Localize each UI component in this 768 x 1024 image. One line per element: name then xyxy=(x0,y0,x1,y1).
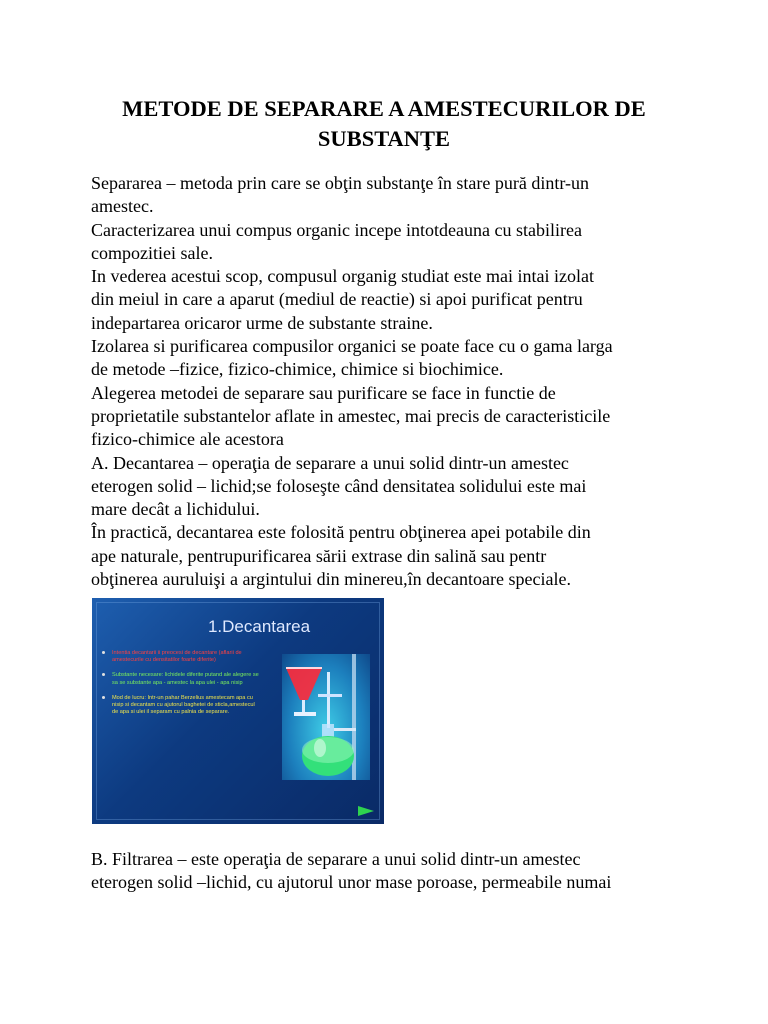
text-line: Caracterizarea unui compus organic incepe intotdeauna cu stabilirea xyxy=(91,219,582,240)
text-line: obţinerea auruluişi a argintului din minereu,în decantoare speciale. xyxy=(91,569,571,590)
slide-bullet-text: Mod de lucru: Intr-un pahar Berzelius amestecam apa cu nisip si decantam cu ajutorul baghetei de sticla,amestecul de apa si ulei il separam cu palnia de separare. xyxy=(112,694,255,716)
text-line: eterogen solid –lichid, cu ajutorul unor mase poroase, permeabile numai xyxy=(91,872,612,893)
text-line: Izolarea si purificarea compusilor organici se poate face cu o gama larga xyxy=(91,336,613,357)
bullet-dot-icon xyxy=(102,696,105,699)
text-line: eterogen solid – lichid;se foloseşte când densitatea solidului este mai xyxy=(91,475,587,496)
text-line: indepartarea oricaror urme de substante straine. xyxy=(91,312,433,333)
text-line: Separarea – metoda prin care se obţin substanţe în stare pură dintr-un xyxy=(91,173,589,193)
body-text-continued xyxy=(91,848,681,895)
slide-bullet-text: Substante necesare: lichidele diferite putand ale alegere se sa se substante apa - amestec la apa ulei - apa nisip xyxy=(112,672,259,686)
text-line: Alegerea metodei de separare sau purificare se face in functie de xyxy=(91,382,556,403)
text-line: mare decât a lichidului. xyxy=(91,499,260,520)
slide-bullet xyxy=(102,672,262,686)
slide-bullet-text: Intentia decantarii ii preocesi de decantare (aflarii de amestecurile cu densitatilor foarte diferite) xyxy=(112,650,242,664)
text-line: A. Decantarea – operaţia de separare a unui solid dintr-un amestec xyxy=(91,452,569,473)
text-line: In vederea acestui scop, compusul organig studiat este mai intai izolat xyxy=(91,266,595,287)
title-line-2: SUBSTANŢE xyxy=(317,126,451,151)
text-line: din meiul in care a aparut (mediul de reactie) si apoi purificat pentru xyxy=(91,289,583,310)
text-line: proprietatile substantelor aflate in amestec, mai precis de caracteristicile xyxy=(91,405,611,426)
document-title xyxy=(60,94,708,154)
slide-bullet-list xyxy=(102,650,262,724)
decantation-slide-image xyxy=(92,598,384,824)
text-line: amestec. xyxy=(91,196,154,217)
slide-title: 1.Decantarea xyxy=(207,617,311,636)
text-line: de metode –fizice, fizico-chimice, chimice si biochimice. xyxy=(91,359,504,380)
next-slide-arrow-icon xyxy=(358,806,374,816)
body-text xyxy=(91,172,681,591)
slide-bullet xyxy=(102,650,262,664)
separatory-funnel-photo xyxy=(282,654,370,780)
bullet-dot-icon xyxy=(102,673,105,676)
title-line-1: METODE DE SEPARARE A AMESTECURILOR DE xyxy=(122,96,646,121)
text-line: ape naturale, pentrupurificarea sării extrase din salină sau pentr xyxy=(91,545,547,566)
text-line: fizico-chimice ale acestora xyxy=(91,429,284,450)
text-line: compozitiei sale. xyxy=(91,242,213,263)
separatory-funnel-icon xyxy=(282,654,370,780)
text-line: B. Filtrarea – este operaţia de separare a unui solid dintr-un amestec xyxy=(91,849,581,869)
text-line: În practică, decantarea este folosită pentru obţinerea apei potabile din xyxy=(91,522,591,543)
bullet-dot-icon xyxy=(102,651,105,654)
slide-bullet xyxy=(102,695,262,717)
